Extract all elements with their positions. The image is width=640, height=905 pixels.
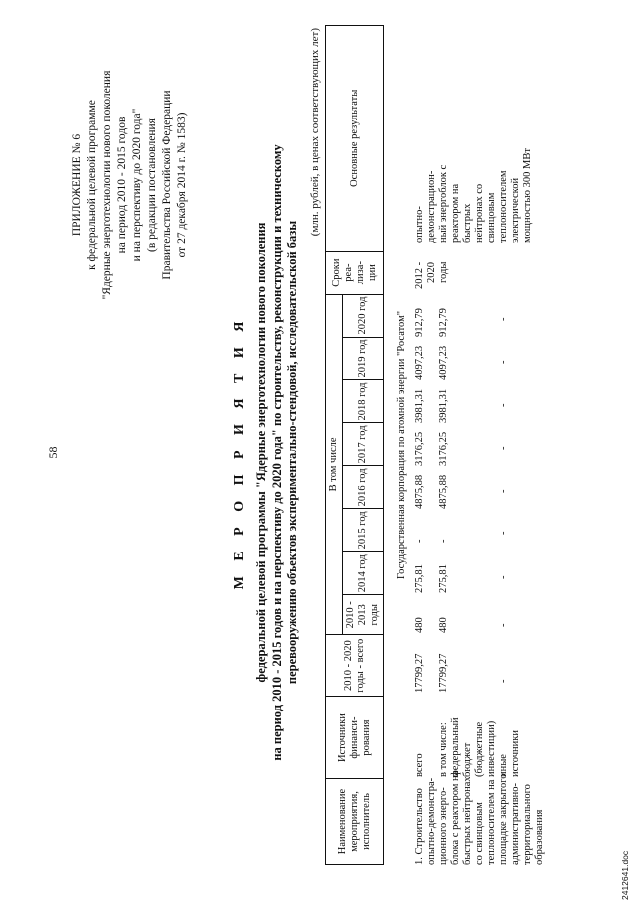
cell-2019-all: 4097,23 <box>414 345 425 380</box>
measure-name-line: ционного энерго- <box>438 787 449 865</box>
cell-total-other: - <box>498 679 509 683</box>
cell-2020-all: 912,79 <box>414 308 425 337</box>
measure-name-line: административно- <box>510 782 521 865</box>
appendix-line-4: на период 2010 - 2015 годов <box>116 116 128 254</box>
units-note: (млн. рублей, в ценах соответствующих лет) <box>309 28 321 237</box>
term-line-2: 2020 <box>426 262 437 283</box>
source-breakdown: в том числе: федеральный бюджет (бюджетные инвестиции) <box>438 717 497 777</box>
cell-total-breakdown: 17799,27 <box>438 653 449 693</box>
cell-2018-other: - <box>498 403 509 407</box>
cell-2015-breakdown: - <box>438 539 449 543</box>
header-year-2019: 2019 год <box>343 337 384 380</box>
header-year-2015: 2015 год <box>343 509 384 552</box>
measure-name-line: теплоносителем на <box>486 779 497 865</box>
header-sources: Источники финанси-рования <box>326 697 384 779</box>
header-year-2014: 2014 год <box>343 552 384 595</box>
term-line-1: 2012 - <box>414 261 425 289</box>
result-text: опытно- демонстрацион- ный энергоблок с реактором на быстрых нейтронах со свинцовым теплоносителем электрической мощностью 300 МВт <box>414 148 533 243</box>
measure-name-line: 1. Строительство <box>414 788 425 865</box>
source-all: всего <box>414 753 425 777</box>
cell-2015-other: - <box>498 531 509 535</box>
page-number: 58 <box>46 446 60 459</box>
cell-2017-breakdown: 3176,25 <box>438 431 449 466</box>
cell-2018-breakdown: 3981,31 <box>438 388 449 423</box>
header-total: 2010 - 2020 годы - всего <box>326 635 384 697</box>
header-name: Наименование мероприятия, исполнитель <box>326 779 384 865</box>
cell-2014-other: - <box>498 575 509 579</box>
cell-2016-all: 4875,88 <box>414 474 425 509</box>
cell-2017-all: 3176,25 <box>414 431 425 466</box>
measure-name-line: со свинцовым <box>474 802 485 865</box>
cell-2019-breakdown: 4097,23 <box>438 345 449 380</box>
cell-2020-other: - <box>498 317 509 321</box>
header-year-2010-2013: 2010 - 2013 годы <box>343 595 384 635</box>
header-results: Основные результаты <box>326 26 384 252</box>
subtitle-line-2: на период 2010 - 2015 годов и на перспективу до 2020 года" по строительству, реконструкции и техническому <box>269 144 284 761</box>
document-subtitle <box>254 0 301 905</box>
file-name: 2412641.doc <box>620 850 630 900</box>
subtitle-line-3: перевооружению объектов экспериментально-стендовой, исследовательской базы <box>285 220 299 685</box>
cell-2015-all: - <box>414 539 425 543</box>
cell-2018-all: 3981,31 <box>414 388 425 423</box>
header-year-2016: 2016 год <box>343 466 384 509</box>
appendix-line-6: (в редакции постановления <box>146 118 158 252</box>
appendix-line-2: к федеральной целевой программе <box>86 100 98 270</box>
cell-2014-all: 275,81 <box>414 564 425 593</box>
measure-name-line: территориального <box>522 784 533 865</box>
appendix-line-1: ПРИЛОЖЕНИЕ № 6 <box>71 133 83 237</box>
appendix-line-3: "Ядерные энерготехнологии нового поколения <box>101 70 113 300</box>
cell-2016-other: - <box>498 489 509 493</box>
term-line-3: годы <box>438 261 449 283</box>
cell-2010-2013-breakdown: 480 <box>438 617 449 633</box>
measure-name-line: блока с реактором на <box>450 770 461 865</box>
cell-2014-breakdown: 275,81 <box>438 564 449 593</box>
measures-table-header <box>325 25 384 865</box>
source-other: иные источники <box>498 730 521 777</box>
cell-2016-breakdown: 4875,88 <box>438 474 449 509</box>
header-year-2020: 2020 год <box>343 294 384 337</box>
measure-name-line: опытно-демонстра- <box>426 777 437 865</box>
measure-name-line: быстрых нейтронах <box>462 776 473 865</box>
header-year-2017: 2017 год <box>343 423 384 466</box>
document-title: М Е Р О П Р И Я Т И Я <box>232 315 247 590</box>
cell-2020-breakdown: 912,79 <box>438 308 449 337</box>
agency-row: Государственная корпорация по атомной энергии "Росатом" <box>396 310 407 580</box>
appendix-block <box>70 0 190 370</box>
cell-2019-other: - <box>498 360 509 364</box>
subtitle-line-1: федеральной целевой программы "Ядерные энерготехнологии нового поколения <box>254 222 268 683</box>
appendix-line-8: от 27 декабря 2014 г. № 1583) <box>176 112 188 258</box>
header-year-2018: 2018 год <box>343 380 384 423</box>
cell-2017-other: - <box>498 446 509 450</box>
appendix-line-5: и на перспективу до 2020 года" <box>131 108 143 262</box>
measure-name-line: образования <box>534 809 545 865</box>
appendix-line-7: Правительства Российской Федерации <box>161 90 173 280</box>
cell-2010-2013-all: 480 <box>414 617 425 633</box>
header-terms: Сроки реа-лиза-ции <box>326 251 384 294</box>
header-including: В том числе <box>326 294 343 635</box>
cell-total-all: 17799,27 <box>414 653 425 693</box>
cell-2010-2013-other: - <box>498 623 509 627</box>
measure-name-line: площадке закрытого <box>498 773 509 865</box>
measure-name <box>414 770 546 865</box>
